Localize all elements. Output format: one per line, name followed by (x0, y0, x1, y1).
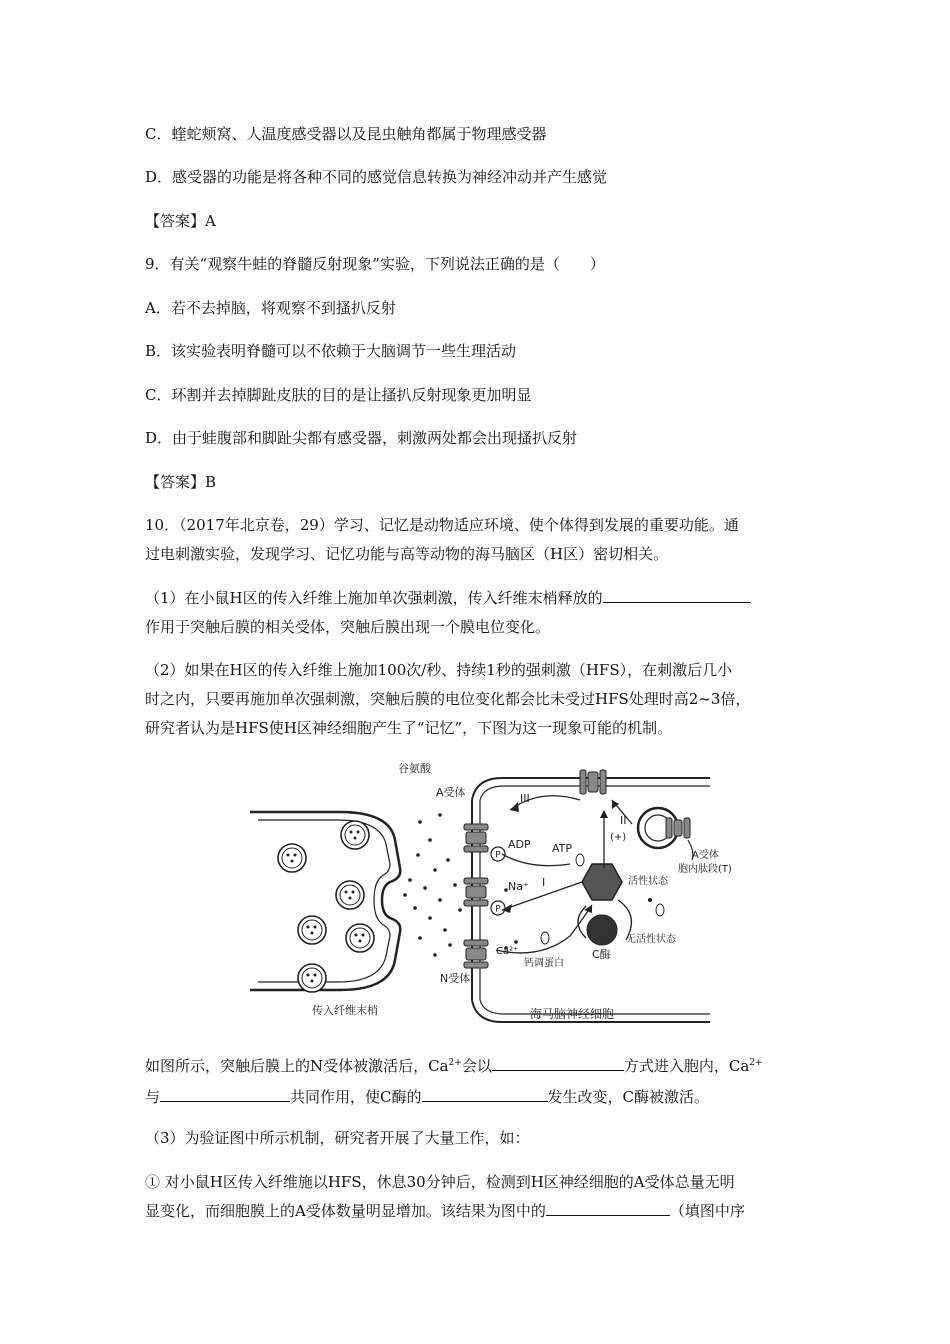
label-pathway-1: I (542, 876, 546, 889)
calmodulin-free (541, 932, 549, 944)
q9-option-c: C．环割并去掉脚趾皮肤的目的是让搔扒反射现象更加明显 (145, 386, 532, 404)
label-afferent-terminal: 传入纤维末梢 (312, 1004, 378, 1017)
q10-part3-item1-line2 (145, 1201, 745, 1221)
afferent-terminal-membrane (250, 812, 400, 990)
fill2-text-b: 共同作用，使C酶的 (290, 1088, 422, 1106)
q10-stem-line2: 过电刺激实验，发现学习、记忆功能与高等动物的海马脑区（H区）密切相关。 (145, 545, 669, 563)
a-receptor-top (464, 824, 488, 852)
answer-blank-3[interactable] (160, 1087, 290, 1102)
q9-option-a: A．若不去掉脑，将观察不到搔扒反射 (145, 299, 396, 317)
q10-part3-item1-line1: ① 对小鼠H区传入纤维施以HFS，休息30分钟后，检测到H区神经细胞的A受体总量无明 (145, 1173, 735, 1191)
label-intracellular-peptide: 胞内肽段(T) (678, 864, 732, 875)
phosphate-label-2: P (495, 904, 501, 915)
q10-fill-line1 (145, 1056, 763, 1076)
q10-stem-line1: 10．（2017年北京卷，29）学习、记忆是动物适应环境、使个体得到发展的重要功能。通 (145, 516, 739, 534)
q8-option-d: D．感受器的功能是将各种不同的感觉信息转换为神经冲动并产生感觉 (145, 168, 608, 186)
q10-part1-line1 (145, 588, 751, 608)
label-active-state: 活性状态 (628, 876, 668, 887)
a-receptor-membrane-top (580, 770, 606, 794)
ion-dots (504, 888, 518, 950)
calmodulin-bound (576, 854, 584, 866)
glutamate-molecules (403, 813, 462, 957)
q8-option-c: C．蝰蛇颊窝、人温度感受器以及昆虫触角都属于物理感受器 (145, 125, 547, 143)
a-receptor-middle (464, 878, 488, 906)
label-pathway-2: II (620, 814, 627, 827)
answer-blank-1[interactable] (603, 588, 751, 603)
fill1-text-b: 会以 (461, 1057, 492, 1075)
answer-blank-2[interactable] (492, 1056, 624, 1071)
q10-part1-text: （1）在小鼠H区的传入纤维上施加单次强刺激，传入纤维末梢释放的 (145, 589, 603, 607)
label-n-receptor: N受体 (440, 972, 471, 985)
label-a-receptor-vesicle: A受体 (692, 850, 719, 861)
fill2-text-a: 与 (145, 1088, 161, 1106)
label-c-enzyme: C酶 (592, 948, 611, 961)
label-glutamate: 谷氨酸 (398, 762, 431, 775)
label-atp: ATP (552, 842, 573, 855)
c-enzyme-active (582, 864, 622, 900)
label-promote: (+) (610, 832, 627, 843)
label-calmodulin: 钙调蛋白 (524, 958, 564, 969)
fill1-text-c: 方式进入胞内，Ca (623, 1057, 750, 1075)
label-adp: ADP (508, 838, 531, 851)
calcium-released (648, 898, 652, 902)
phosphate-label-1: P (495, 850, 501, 861)
synapse-mechanism-diagram (240, 760, 732, 1032)
q10-part2-line1: （2）如果在H区的传入纤维上施加100次/秒、持续1秒的强刺激（HFS），在刺激后几小 (145, 661, 733, 679)
label-a-receptor: A受体 (436, 786, 466, 799)
p3-1-text-b: （填图中序 (669, 1202, 745, 1220)
label-hippocampal-neuron: 海马脑神经细胞 (530, 1007, 615, 1021)
label-pathway-3: III (520, 792, 530, 805)
c-enzyme-inactive (587, 915, 617, 945)
q10-part1-line2: 作用于突触后膜的相关受体，突触后膜出现一个膜电位变化。 (145, 618, 551, 636)
afferent-terminal-inner-membrane (258, 820, 390, 982)
label-na: Na⁺ (508, 880, 529, 893)
answer-blank-5[interactable] (546, 1201, 670, 1216)
synaptic-vesicles (278, 821, 374, 992)
answer-blank-4[interactable] (422, 1087, 548, 1102)
p3-1-text-a: 显变化，而细胞膜上的A受体数量明显增加。该结果为图中的 (145, 1202, 546, 1220)
a-receptor-in-vesicle (666, 818, 690, 838)
q10-part2-line2: 时之内，只要再施加单次强刺激，突触后膜的电位变化都会比未受过HFS处理时高2~3倍， (145, 690, 751, 708)
calmodulin-released (656, 904, 664, 916)
q9-option-b: B．该实验表明脊髓可以不依赖于大脑调节一些生理活动 (145, 342, 517, 360)
q8-answer: 【答案】A (145, 212, 216, 230)
q9-stem: 9．有关“观察牛蛙的脊髓反射现象”实验，下列说法正确的是（ ） (145, 255, 605, 273)
label-inactive-state: 无活性状态 (626, 934, 676, 945)
fill1-text-a: 如图所示，突触后膜上的N受体被激活后，Ca (145, 1057, 449, 1075)
superscript-2plus-a: 2+ (448, 1058, 462, 1068)
n-receptor (464, 940, 488, 968)
fill2-text-c: 发生改变，C酶被激活。 (547, 1088, 709, 1106)
q10-fill-line2 (145, 1087, 709, 1107)
superscript-2plus-b: 2+ (749, 1058, 763, 1068)
q10-part2-line3: 研究者认为是HFS使H区神经细胞产生了“记忆”，下图为这一现象可能的机制。 (145, 719, 673, 737)
label-ca: Ca²⁺ (496, 946, 519, 957)
q10-part3: （3）为验证图中所示机制，研究者开展了大量工作，如： (145, 1129, 530, 1147)
q9-option-d: D．由于蛙腹部和脚趾尖都有感受器，刺激两处都会出现搔扒反射 (145, 429, 578, 447)
q9-answer: 【答案】B (145, 473, 217, 491)
